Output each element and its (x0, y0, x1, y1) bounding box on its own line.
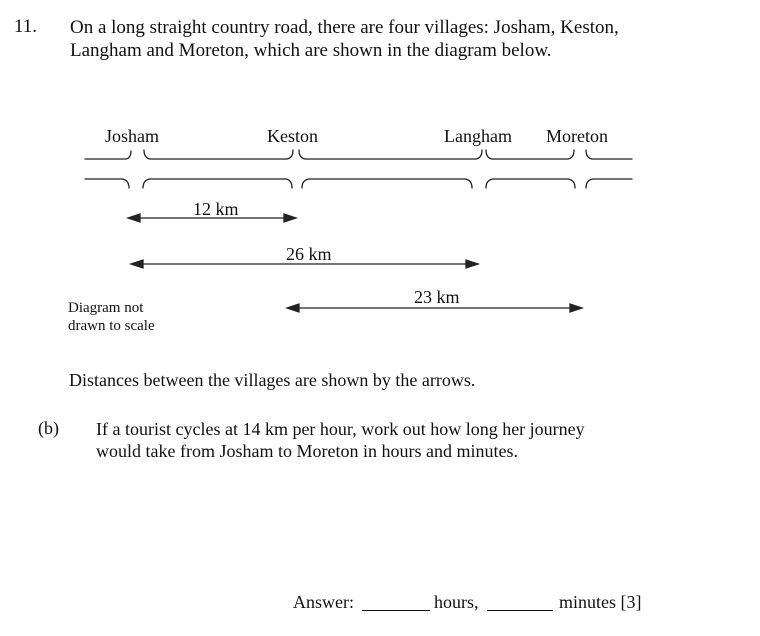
village-label-keston: Keston (267, 126, 318, 146)
part-b-text (96, 418, 666, 462)
part-b-label: (b) (38, 418, 59, 438)
answer-minutes-label: minutes [3] (559, 592, 642, 612)
arrowhead-right (284, 214, 296, 222)
question-text-line-1: On a long straight country road, there are four villages: Josham, Keston, (70, 17, 619, 38)
diagram-note-line-1: Diagram not (68, 300, 144, 316)
answer-prefix: Answer: (293, 592, 354, 612)
road-bottom-edge-segment (85, 179, 632, 188)
question-number: 11. (14, 16, 38, 37)
part-b-text-line-2: would take from Josham to Moreton in hours and minutes. (96, 441, 518, 461)
arrowhead-left (287, 304, 299, 312)
arrowhead-right (466, 260, 478, 268)
part-b-text-line-1: If a tourist cycles at 14 km per hour, work out how long her journey (96, 419, 585, 439)
distance-label-12km: 12 km (193, 199, 239, 219)
village-label-moreton: Moreton (546, 126, 608, 146)
diagram-note-line-2: drawn to scale (68, 318, 155, 334)
village-label-josham: Josham (105, 126, 159, 146)
hours-answer-blank[interactable] (362, 596, 430, 611)
road-top-edge-segment (85, 150, 632, 159)
diagram-scale-note (68, 299, 155, 335)
distance-label-26km: 26 km (286, 244, 332, 264)
arrowhead-left (131, 260, 143, 268)
answer-hours-label: hours, (434, 592, 479, 612)
village-label-langham: Langham (444, 126, 512, 146)
question-text-line-2: Langham and Moreton, which are shown in the diagram below. (70, 40, 552, 61)
arrowhead-right (570, 304, 582, 312)
arrowhead-left (128, 214, 140, 222)
distance-label-23km: 23 km (414, 287, 460, 307)
minutes-answer-blank[interactable] (487, 596, 553, 611)
distance-statement: Distances between the villages are shown by the arrows. (69, 370, 476, 390)
